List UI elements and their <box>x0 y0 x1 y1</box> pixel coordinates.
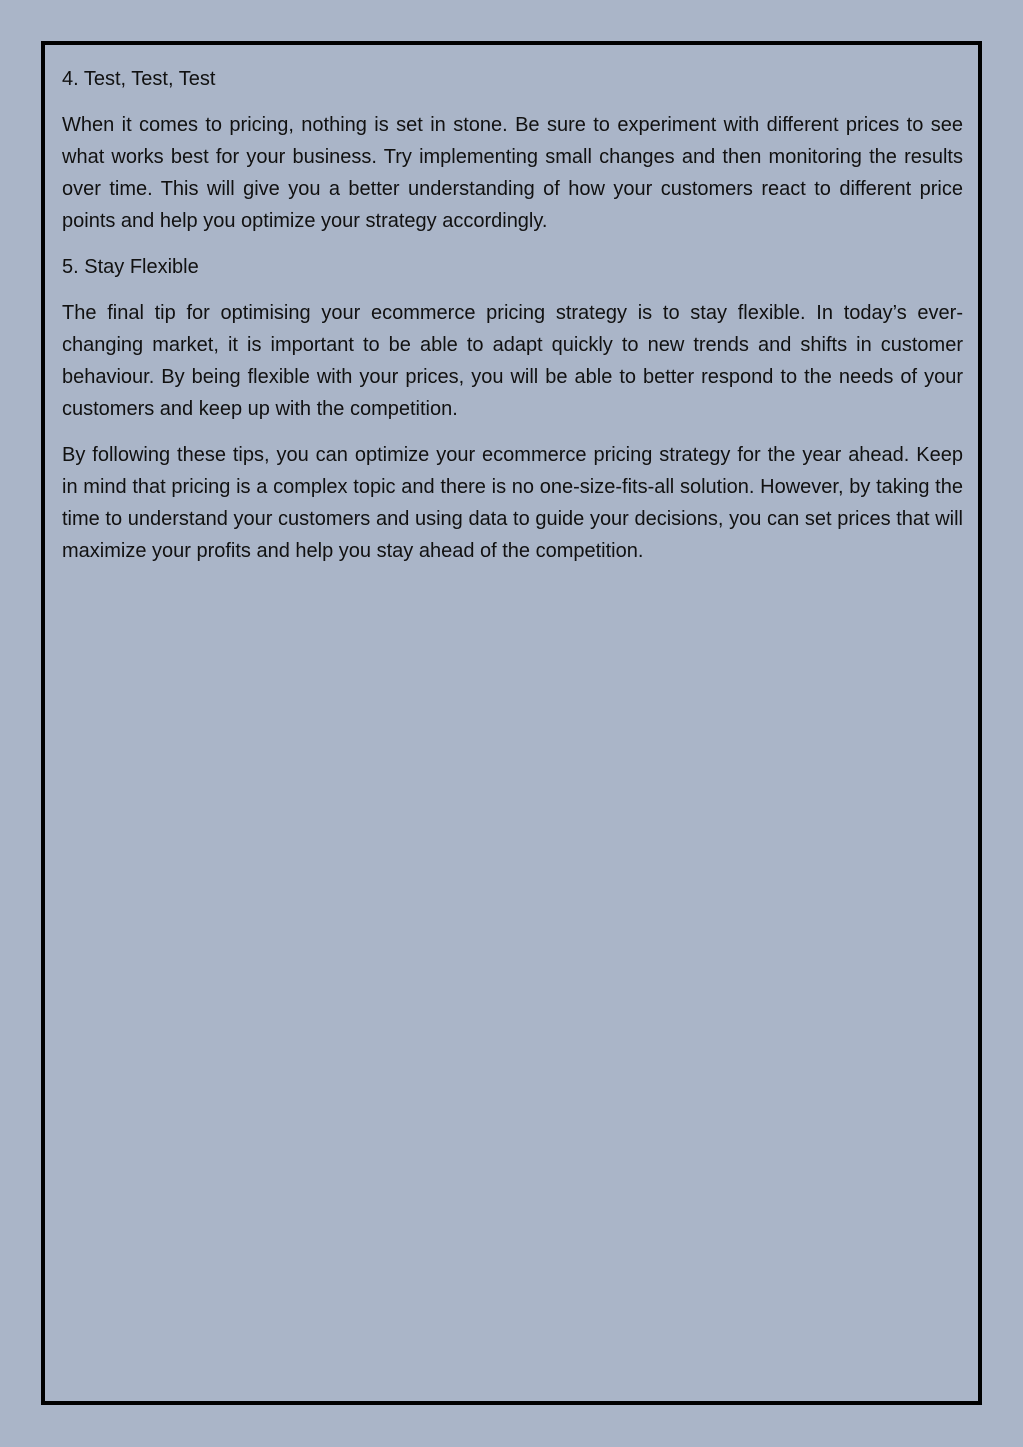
page-frame <box>41 41 982 1405</box>
section-heading-test: 4. Test, Test, Test <box>62 68 216 90</box>
document-content <box>62 63 963 581</box>
section-heading-flexible: 5. Stay Flexible <box>62 256 199 278</box>
conclusion-paragraph: By following these tips, you can optimize your ecommerce pricing strategy for the year ahead. Keep in mind that pricing is a complex topic and there is no one-size-fits-all solution. However, by taking the time to understand your customers and using data to guide your decisions, you can set prices that will maximize your profits and help you stay ahead of the competition. <box>62 444 963 562</box>
section-body-flexible: The final tip for optimising your ecommerce pricing strategy is to stay flexible. In today’s ever-changing market, it is important to be able to adapt quickly to new trends and shifts in customer behaviour. By being flexible with your prices, you will be able to better respond to the needs of your customers and keep up with the competition. <box>62 302 963 420</box>
section-body-test: When it comes to pricing, nothing is set in stone. Be sure to experiment with different prices to see what works best for your business. Try implementing small changes and then monitoring the results over time. This will give you a better understanding of how your customers react to different price points and help you optimize your strategy accordingly. <box>62 114 963 232</box>
